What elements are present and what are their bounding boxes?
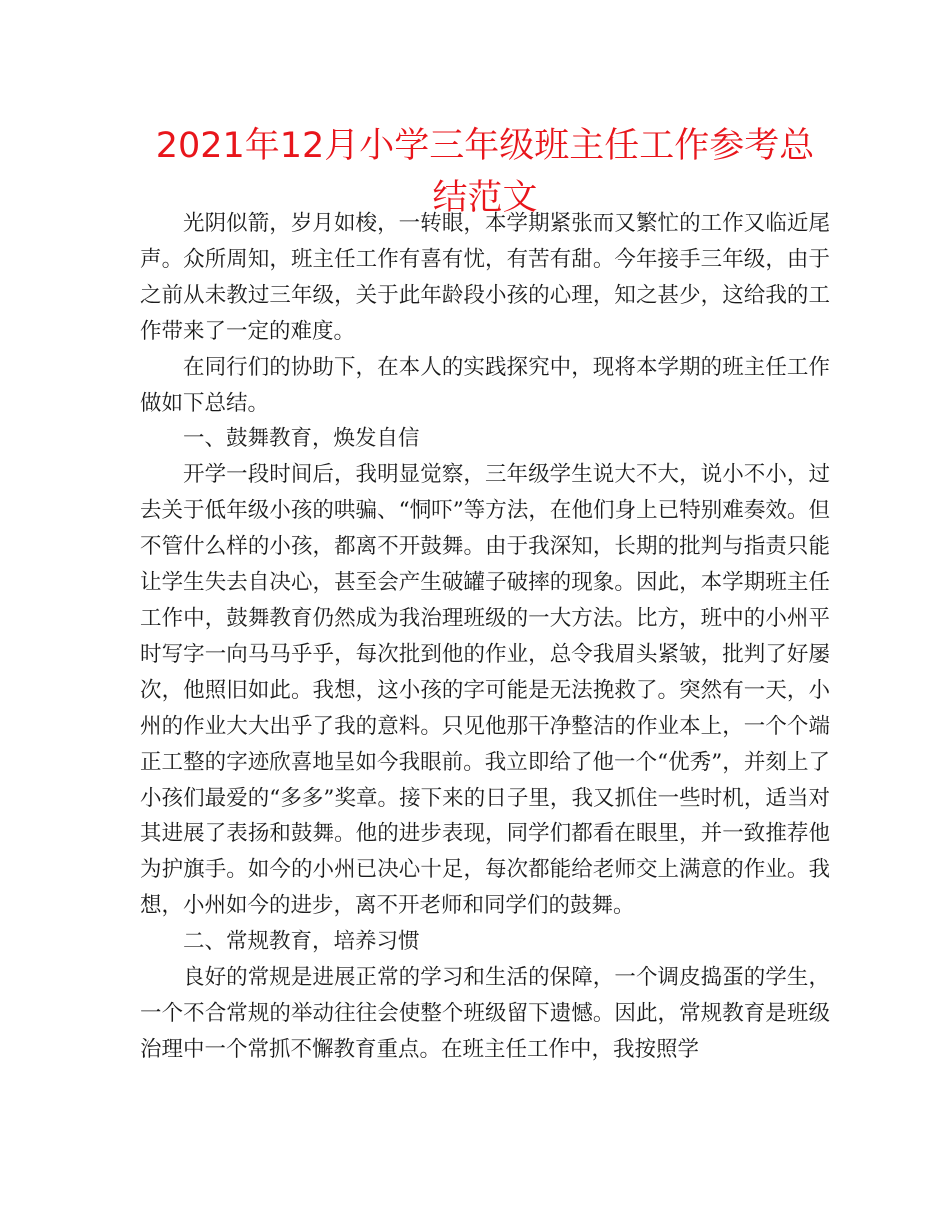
paragraph-section-1: 开学一段时间后，我明显觉察，三年级学生说大不大，说小不小，过去关于低年级小孩的哄骗、“恫吓”等方法，在他们身上已特别难奏效。但不管什么样的小孩，都离不开鼓舞。由于我深知，长期的批判与指责只能让学生失去自决心，甚至会产生破罐子破摔的现象。因此，本学期班主任工作中，鼓舞教育仍然成为我治理班级的一大方法。比方，班中的小州平时写字一向马马乎乎，每次批到他的作业，总令我眉头紧皱，批判了好屡次，他照旧如此。我想，这小孩的字可能是无法挽救了。突然有一天，小州的作业大大出乎了我的意料。只见他那干净整洁的作业本上，一个个端正工整的字迹欣喜地呈如今我眼前。我立即给了他一个“优秀”，并刻上了小孩们最爱的“多多”奖章。接下来的日子里，我又抓住一些时机，适当对其进展了表扬和鼓舞。他的进步表现，同学们都看在眼里，并一致推荐他为护旗手。如今的小州已决心十足，每次都能给老师交上满意的作业。我想，小州如今的进步，离不开老师和同学们的鼓舞。 xyxy=(140,462,830,919)
document-body xyxy=(140,206,830,1068)
section-heading-2: 二、常规教育，培养习惯 xyxy=(183,929,420,955)
paragraph-summary-lead: 在同行们的协助下，在本人的实践探究中，现将本学期的班主任工作做如下总结。 xyxy=(140,354,830,416)
paragraph-intro: 光阴似箭，岁月如梭，一转眼，本学期紧张而又繁忙的工作又临近尾声。众所周知，班主任工作有喜有忧，有苦有甜。今年接手三年级，由于之前从未教过三年级，关于此年龄段小孩的心理，知之甚少，这给我的工作带来了一定的难度。 xyxy=(140,211,830,344)
section-heading-1: 一、鼓舞教育，焕发自信 xyxy=(183,426,420,452)
document-title: 2021年12月小学三年级班主任工作参考总结范文 xyxy=(155,126,815,218)
paragraph-section-2: 良好的常规是进展正常的学习和生活的保障，一个调皮捣蛋的学生，一个不合常规的举动往往会使整个班级留下遗憾。因此，常规教育是班级治理中一个常抓不懈教育重点。在班主任工作中，我按照学 xyxy=(140,965,830,1062)
